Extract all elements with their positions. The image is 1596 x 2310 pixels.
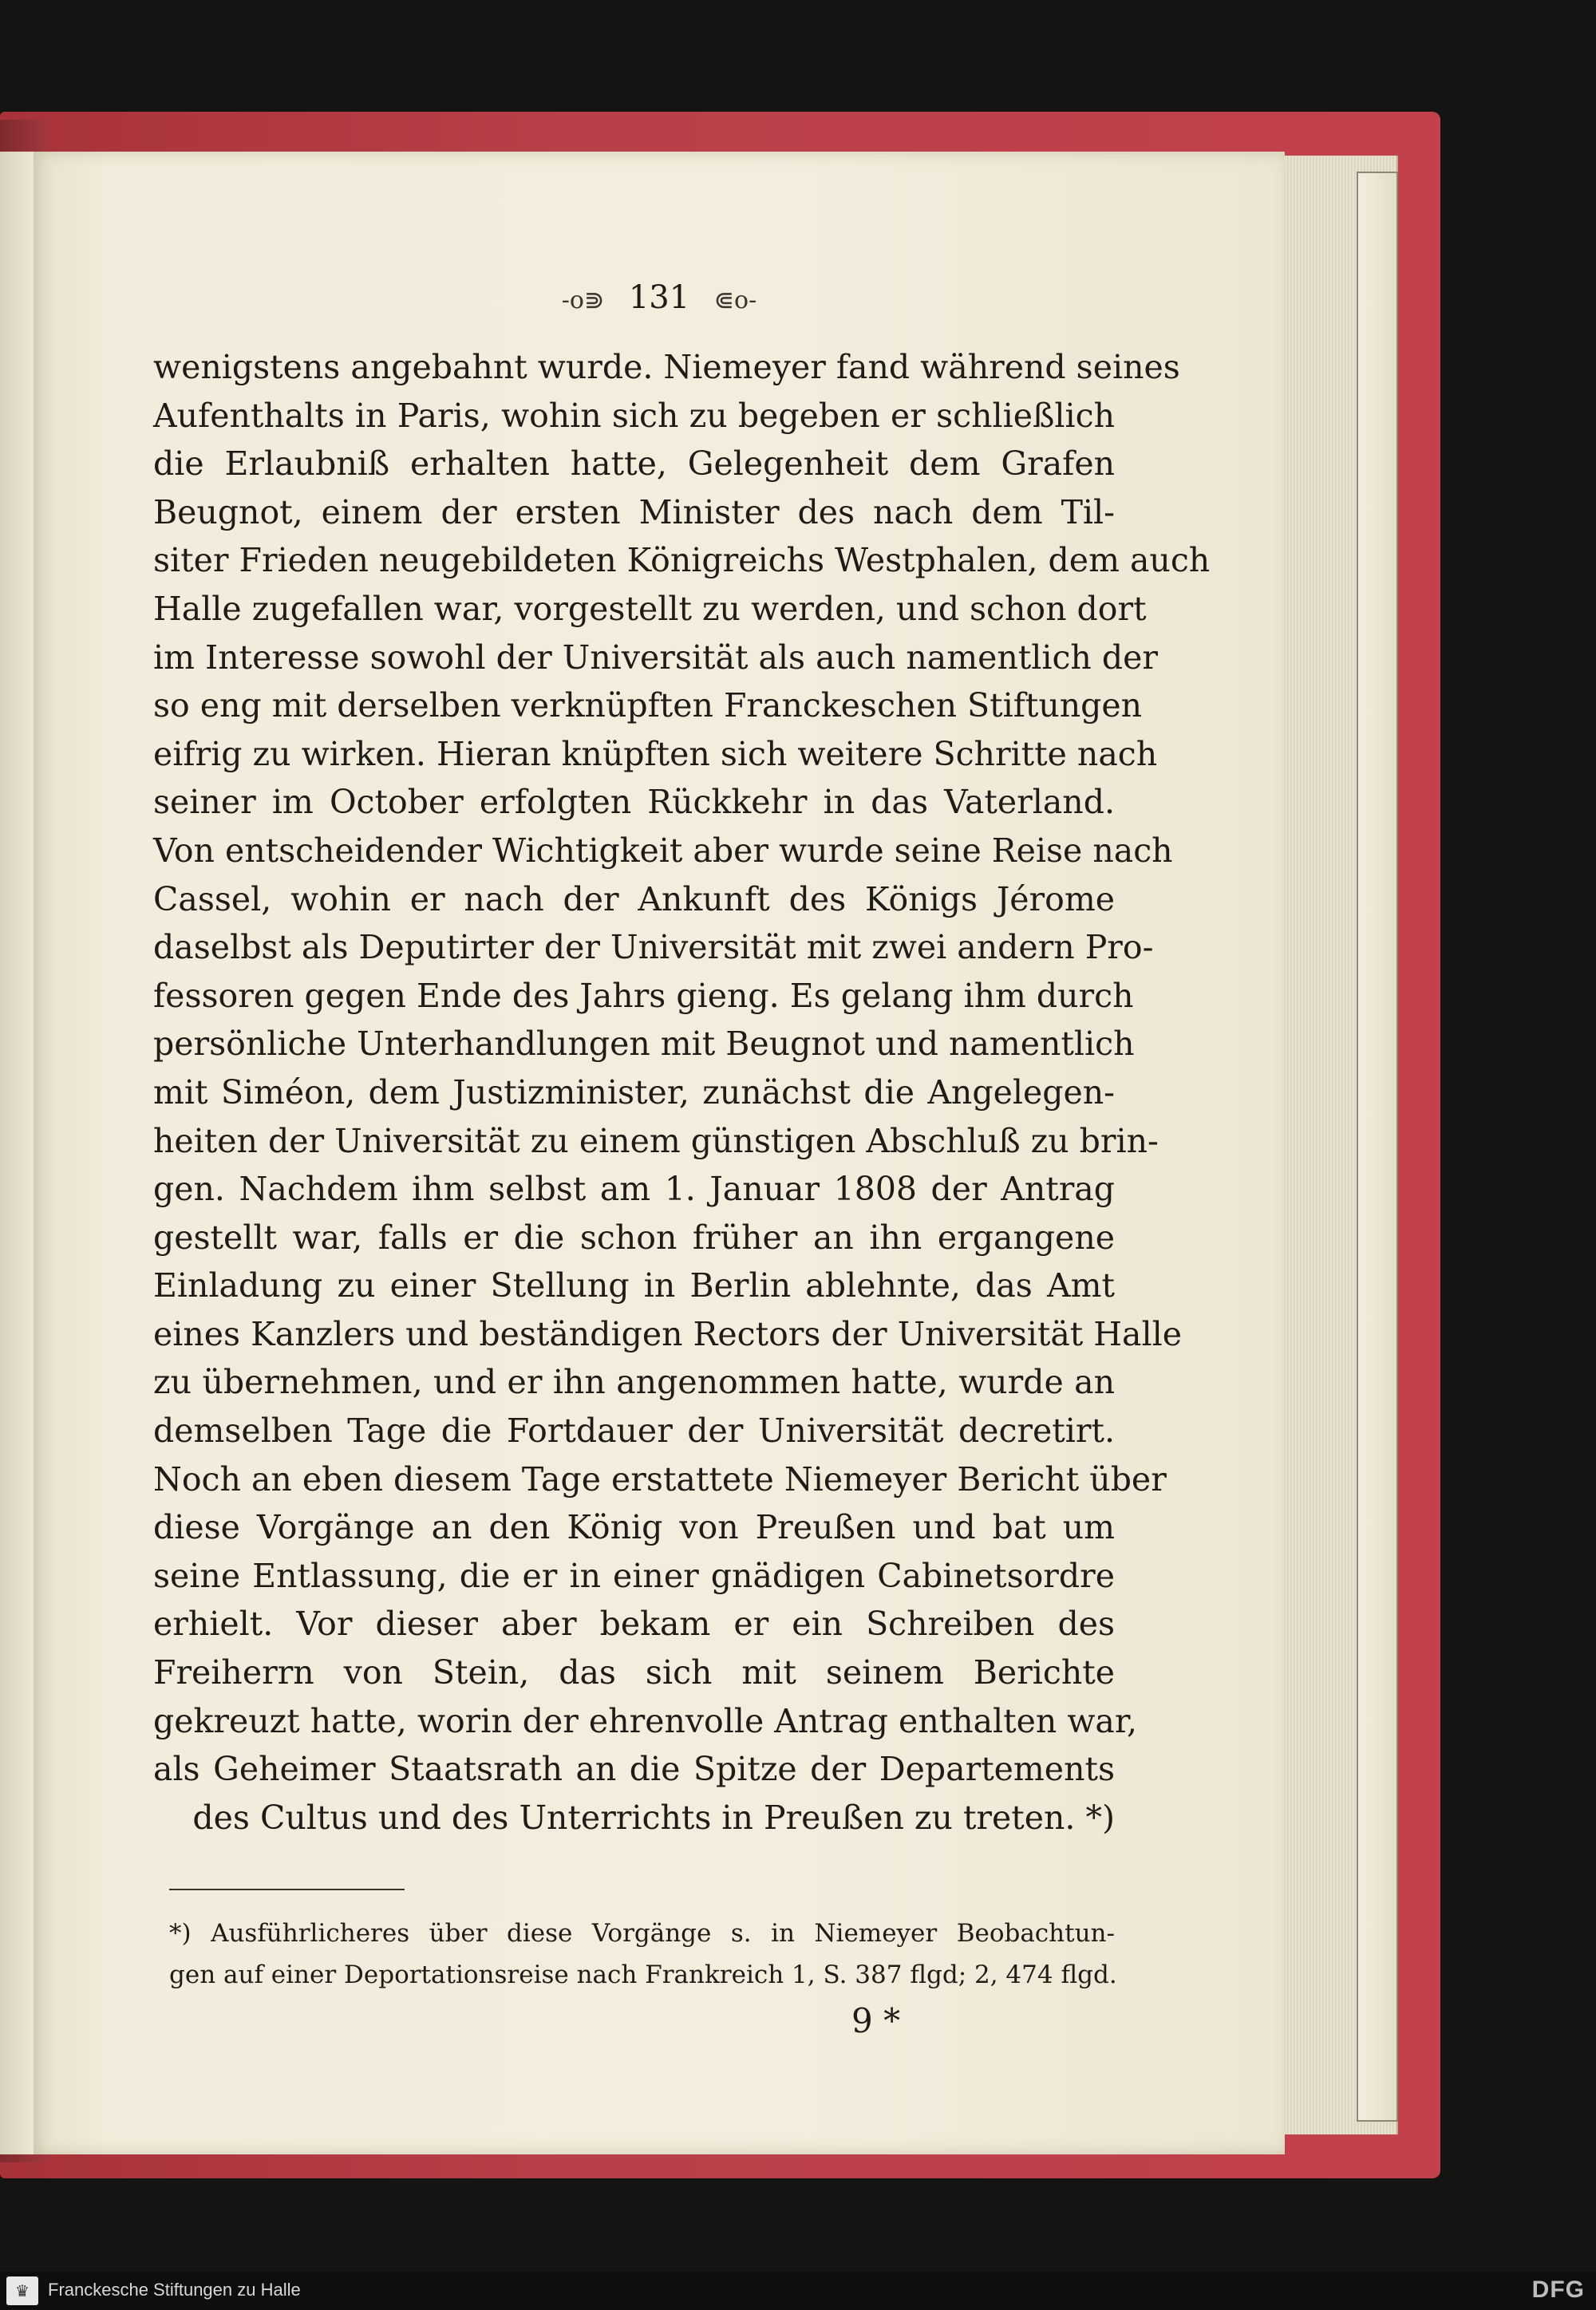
facing-page-edge: [0, 152, 34, 2154]
text-line: daselbst als Deputirter der Universität mit zwei andern Pro-: [153, 928, 1154, 967]
text-line: gen. Nachdem ihm selbst am 1. Januar 1808 der Antrag: [153, 1170, 1115, 1209]
footnote: [169, 1913, 1115, 1996]
text-line: Einladung zu einer Stellung in Berlin ablehnte, das Amt: [153, 1266, 1115, 1305]
text-line: eifrig zu wirken. Hieran knüpften sich weitere Schritte nach: [153, 734, 1158, 773]
text-line: des Cultus und des Unterrichts in Preußen zu treten. *): [192, 1798, 1115, 1837]
body-text: [153, 343, 1211, 1842]
book-page: [34, 152, 1285, 2154]
text-line: mit Siméon, dem Justizminister, zunächst die Angelegen-: [153, 1072, 1115, 1112]
ornament-right-icon: ⋐o-: [713, 286, 757, 314]
text-line: gestellt war, falls er die schon früher an ihn ergangene: [153, 1218, 1115, 1257]
text-line: fessoren gegen Ende des Jahrs gieng. Es gelang ihm durch: [153, 976, 1134, 1015]
text-line: die Erlaubniß erhalten hatte, Gelegenheit dem Grafen: [153, 444, 1115, 484]
text-line: als Geheimer Staatsrath an die Spitze der Departements: [153, 1750, 1115, 1789]
text-line: Noch an eben diesem Tage erstattete Niemeyer Bericht über: [153, 1459, 1167, 1499]
inner-endpaper: [1357, 172, 1398, 2122]
dfg-logo: DFG: [1531, 2276, 1585, 2303]
text-line: Aufenthalts in Paris, wohin sich zu begeben er schließlich: [153, 396, 1115, 435]
signature-mark: 9 *: [851, 2001, 901, 2040]
text-line: persönliche Unterhandlungen mit Beugnot und namentlich: [153, 1025, 1135, 1064]
text-line: seiner im October erfolgten Rückkehr in das Vaterland.: [153, 783, 1115, 822]
text-line: Cassel, wohin er nach der Ankunft des Königs Jérome: [153, 879, 1115, 918]
archive-footer-bar: [0, 2272, 1596, 2310]
text-line: im Interesse sowohl der Universität als auch namentlich der: [153, 638, 1158, 677]
footnote-rule: [169, 1889, 405, 1890]
text-line: heiten der Universität zu einem günstigen Abschluß zu brin-: [153, 1121, 1159, 1160]
page-number: 131: [628, 279, 690, 316]
ornament-left-icon: -o⋑: [561, 286, 605, 314]
text-line: wenigstens angebahnt wurde. Niemeyer fand während seines: [153, 348, 1180, 386]
page-header: [34, 279, 1285, 316]
footnote-line: gen auf einer Deportationsreise nach Frankreich 1, S. 387 flgd; 2, 474 flgd.: [169, 1961, 1117, 1989]
text-line: eines Kanzlers und beständigen Rectors der Universität Halle: [153, 1314, 1182, 1353]
text-line: demselben Tage die Fortdauer der Universität decretirt.: [153, 1412, 1115, 1451]
text-line: Freiherrn von Stein, das sich mit seinem Berichte: [153, 1653, 1115, 1692]
footnote-line: *) Ausführlicheres über diese Vorgänge s. in Niemeyer Beobachtun-: [169, 1919, 1115, 1948]
text-line: diese Vorgänge an den König von Preußen und bat um: [153, 1508, 1115, 1547]
text-line: gekreuzt hatte, worin der ehrenvolle Antrag enthalten war,: [153, 1701, 1138, 1740]
text-line: Von entscheidender Wichtigkeit aber wurde seine Reise nach: [153, 831, 1173, 870]
text-line: so eng mit derselben verknüpften Franckeschen Stiftungen: [153, 686, 1143, 725]
text-line: erhielt. Vor dieser aber bekam er ein Schreiben des: [153, 1605, 1115, 1644]
archive-name: Franckesche Stiftungen zu Halle: [48, 2280, 301, 2300]
text-line: seine Entlassung, die er in einer gnädigen Cabinetsordre: [153, 1556, 1115, 1595]
text-line: siter Frieden neugebildeten Königreichs Westphalen, dem auch: [153, 541, 1211, 580]
archive-logo-icon: ♛: [6, 2276, 38, 2305]
text-line: Halle zugefallen war, vorgestellt zu werden, und schon dort: [153, 589, 1147, 628]
text-line: Beugnot, einem der ersten Minister des nach dem Til-: [153, 492, 1115, 531]
text-line: zu übernehmen, und er ihn angenommen hatte, wurde an: [153, 1363, 1115, 1402]
